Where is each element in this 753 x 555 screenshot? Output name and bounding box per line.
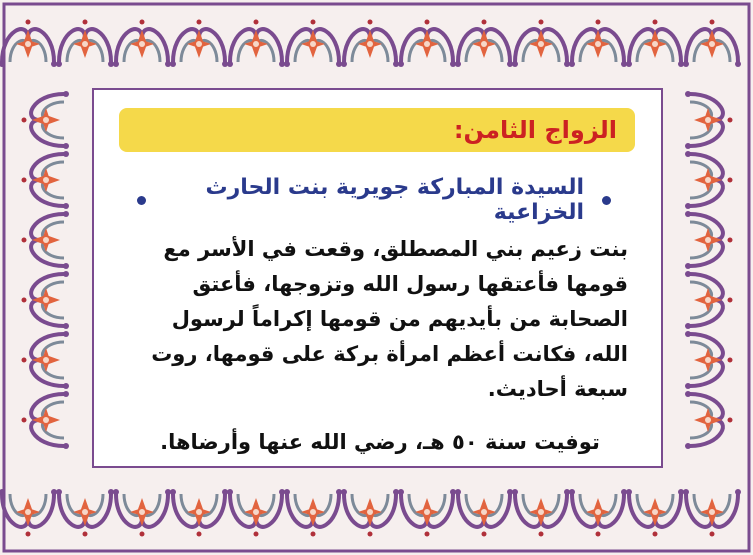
body-line: سبعة أحاديث. [487, 377, 628, 401]
bullet-icon [602, 196, 611, 205]
body-paragraph [120, 232, 628, 407]
subtitle-row [119, 175, 629, 225]
page-title: الزواج الثامن: [453, 116, 617, 144]
body-line: الصحابة من بأيديهم من قومها إكراماً لرسول [171, 307, 628, 331]
body-line: قومها فأعتقها رسول الله وتزوجها، فأعتق [192, 272, 628, 296]
bullet-icon [137, 196, 146, 205]
subtitle: السيدة المباركة جويرية بنت الحارث الخزاعية [205, 175, 584, 225]
body-line: الله، فكانت أعظم امرأة بركة على قومها، روت [151, 342, 628, 366]
title-bar [119, 108, 635, 152]
footer-note: توفيت سنة ٥٠ هـ، رضي الله عنها وأرضاها. [160, 430, 600, 454]
content-panel [92, 88, 663, 468]
body-line: بنت زعيم بني المصطلق، وقعت في الأسر مع [163, 237, 628, 261]
